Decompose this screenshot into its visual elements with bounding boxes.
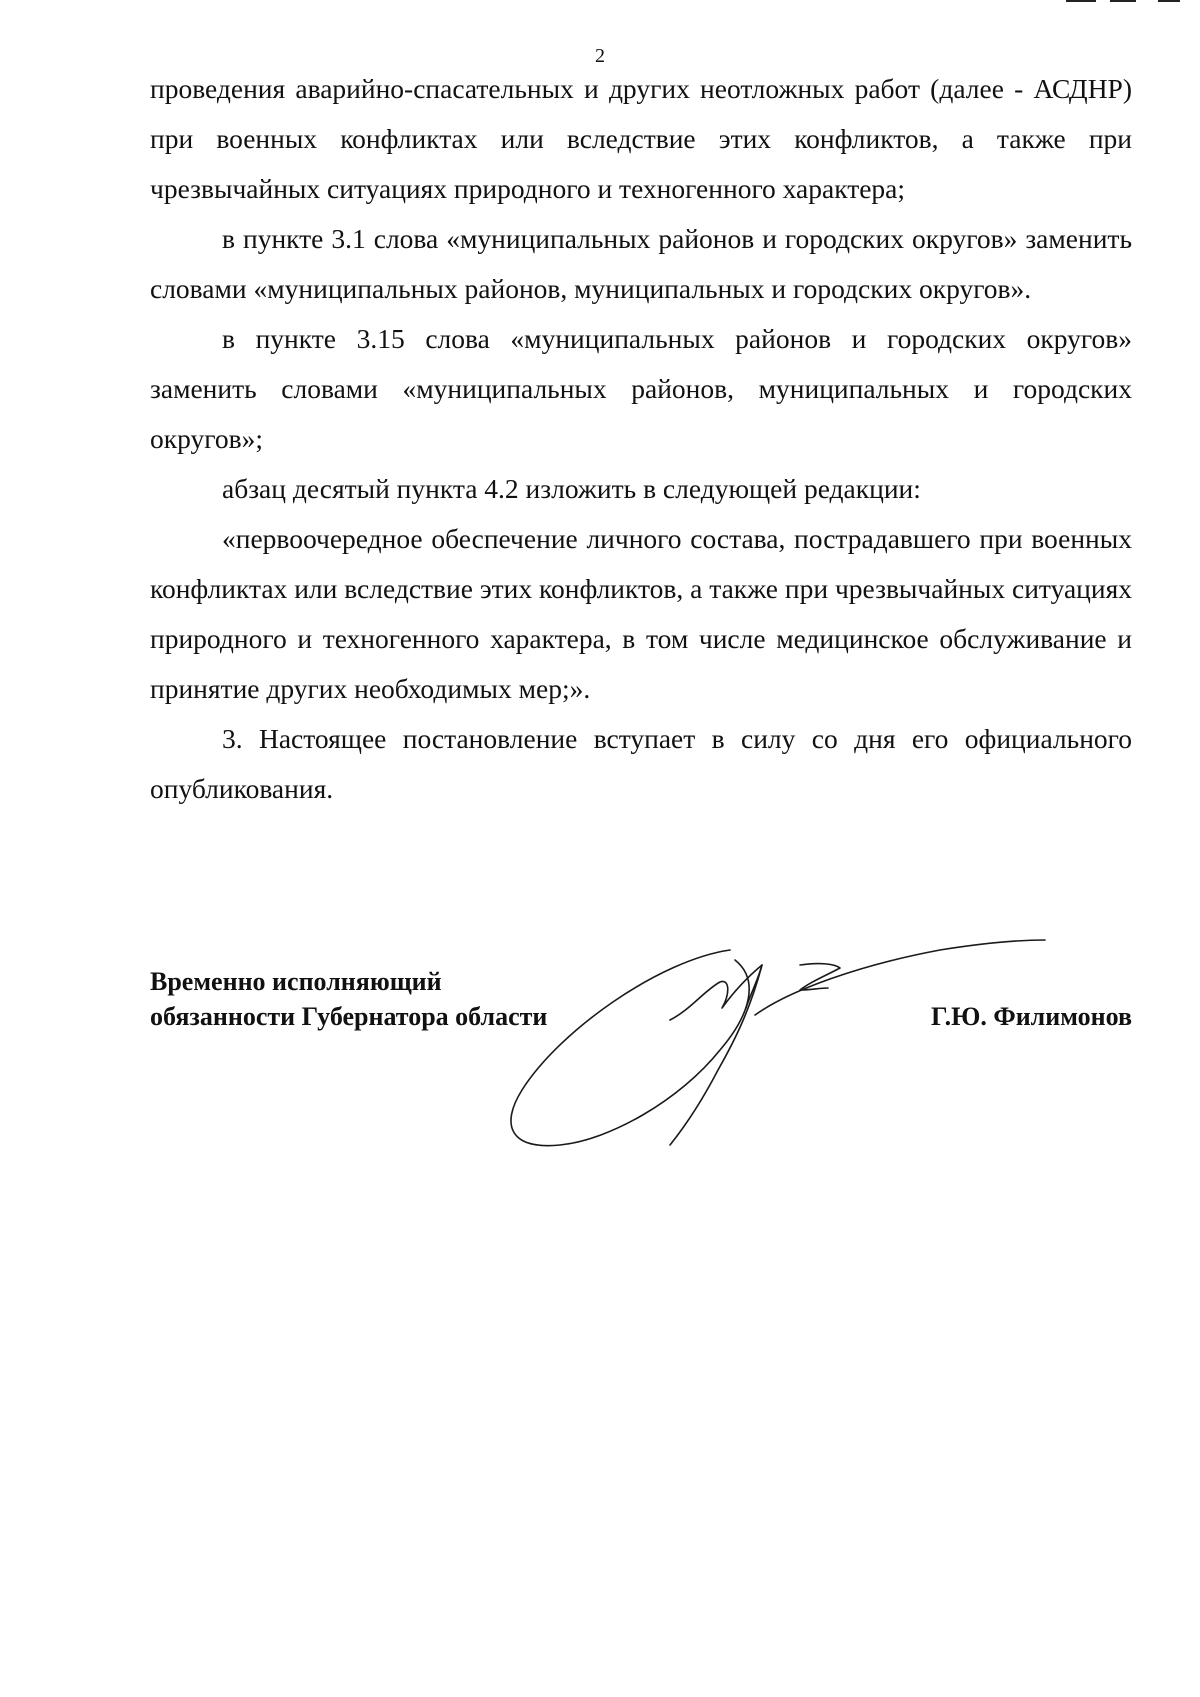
paragraph-item-3-15: в пункте 3.15 слова «муниципальных районов и городских округов» заменить словами «муниципальных районов, муниципальных и городских округов»; <box>150 323 1132 454</box>
signatory-position <box>150 964 547 1034</box>
handwritten-signature <box>500 920 1060 1160</box>
paragraph-continuation: проведения аварийно-спасательных и других неотложных работ (далее - АСДНР) при военных конфликтах или вследствие этих конфликтов, а также при чрезвычайных ситуациях природного и техногенного характера; <box>150 73 1132 204</box>
signatory-position-line-1: Временно исполняющий <box>150 967 442 996</box>
paragraph-new-wording: «первоочередное обеспечение личного состава, пострадавшего при военных конфликтах или вследствие этих конфликтов, а также при чрезвычайных ситуациях природного и техногенного характера, в том числе медицинское обслуживание и принятие других необходимых мер;». <box>150 523 1132 704</box>
paragraph-item-3-1: в пункте 3.1 слова «муниципальных районов и городских округов» заменить словами «муниципальных районов, муниципальных и городских округов». <box>150 223 1132 304</box>
signatory-position-line-2: обязанности Губернатора области <box>150 1002 548 1031</box>
page-number: 2 <box>595 45 605 67</box>
paragraph-item-4-2: абзац десятый пункта 4.2 изложить в следующей редакции: <box>222 473 921 504</box>
document-body <box>150 64 1132 814</box>
signatory-name: Г.Ю. Филимонов <box>930 1002 1132 1031</box>
scan-corner-mark <box>1066 0 1186 4</box>
paragraph-effective-date: 3. Настоящее постановление вступает в силу со дня его официального опубликования. <box>150 723 1132 804</box>
